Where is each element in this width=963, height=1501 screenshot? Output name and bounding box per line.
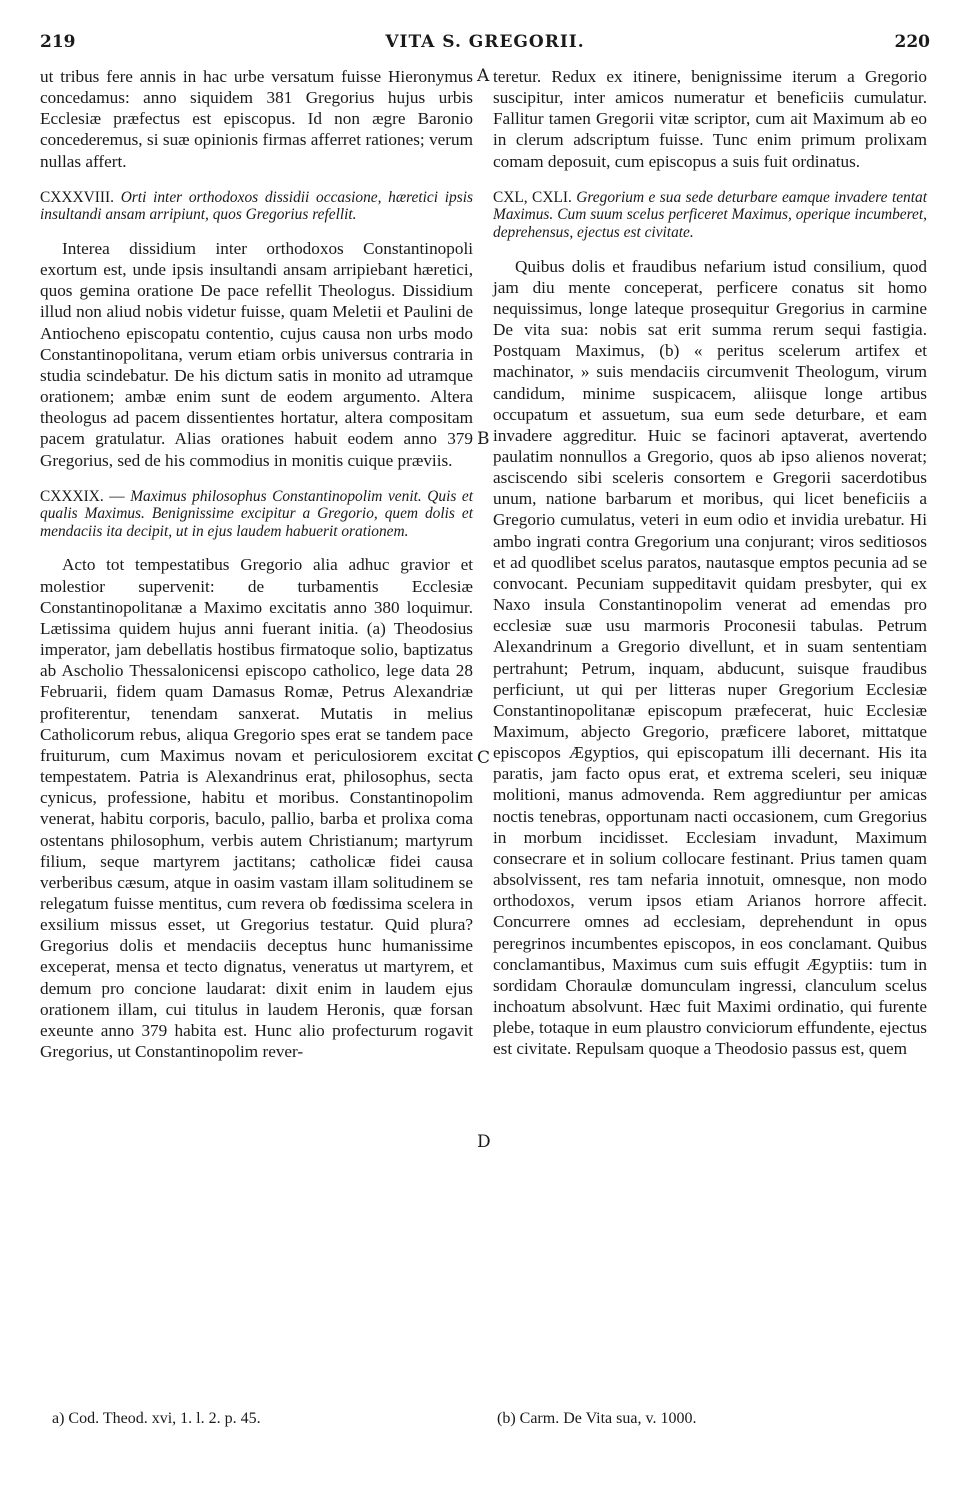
section-heading <box>493 189 927 242</box>
footnote-right: (b) Carm. De Vita sua, v. 1000. <box>497 1410 697 1427</box>
section-heading <box>40 189 473 224</box>
margin-marker-a: A <box>477 66 490 86</box>
running-header <box>40 32 930 60</box>
page-number-right: 220 <box>894 32 930 52</box>
section-heading <box>40 488 473 541</box>
page-number-left: 219 <box>40 32 76 52</box>
paragraph: Interea dissidium inter orthodoxos Constantinopoli exortum est, unde ipsis insultandi ansam arripiebant hæretici, quos gemina oratione De pace refellit Theologus. Dissidium illud non aliud nobis videtur fuisse, quam Meletii et Paulini de Antiocheno episcopatu contentio, cujus causa non urbs modo Constantinopolitana, verum etiam orbis universus contraria in studia scindebatur. De his dictum satis in monito ad utramque orationem; ambæ enim sunt de eodem argumento. Altera theologus ad pacem dissentientes hortatur, altera compositam pacem gratulatur. Alias orationes habuit eodem anno 379 Gregorius, sed de his commodius in monitis cuique præviis. <box>40 238 473 470</box>
section-summary: Orti inter orthodoxos dissidii occasione, hæretici ipsis insultandi ansam arripiunt, quos Gregorius refellit. <box>40 188 473 224</box>
paragraph: Acto tot tempestatibus Gregorio alia adhuc gravior et molestior supervenit: de turbamentis Ecclesiæ Constantinopolitanæ a Maximo excitatis anno 380 loquimur. Lætissima quidem hujus anni fuerant initia. (a) Theodosius imperator, jam debellatis hostibus firmatoque solio, baptizatus ab Ascholio Thessalonicensi episcopo catholico, lege data 28 Februarii, fidem quam Damasus Romæ, Petrus Alexandriæ profiterentur, tenendam sanxerat. Mutatis in melius Catholicorum rebus, aliqua Gregorio spes erat se tandem pace fruiturum, cum Maximus novam et periculosiorem excitat tempestatem. Patria is Alexandrinus erat, philosophus, secta cynicus, professione, habitu et moribus. Constantinopolim venerat, habitu corporis, baculo, pallio, barba et prolixa coma ostentans philosophum, verbis autem Christianum; martyrum filium, seque martyrem jactitans; catholicæ fidei causa verberibus cæsum, atque in oasim vastam illam solitudinem se relegatum fuisse mentitus, cum revera ob fœdissima scelera in exsilium missus esset, ut Gregorius testatur. Quid plura? Gregorius dolis et mendaciis deceptus hunc humanissime exceperat, mensa et tecto dignatus, veneratus ut martyrem, et demum pro concione laudarat: dixit enim in laudem ejus orationem illam, cui titulus in laudem Heronis, quæ forsan exeunte anno 379 habita est. Hunc alio profecturum rogavit Gregorius, ut Constantinopolim rever- <box>40 555 473 1062</box>
right-column <box>493 66 927 1060</box>
footnote-left: a) Cod. Theod. xvi, 1. l. 2. p. 45. <box>52 1410 261 1427</box>
section-summary: Maximus philosophus Constantinopolim venit. Quis et qualis Maximus. Benignissime excipitur a Gregorio, quem dolis et mendaciis ita decipit, ut in ejus laudem habuerit orationem. <box>40 487 473 540</box>
running-title: VITA S. GREGORII. <box>385 32 585 52</box>
left-column <box>40 66 473 1062</box>
margin-marker-b: B <box>477 429 490 449</box>
section-number: CXXXVIII. <box>40 188 114 206</box>
paragraph: teretur. Redux ex itinere, benignissime iterum a Gregorio suscipitur, inter amicos numeratur et beneficiis cumulatur. Fallitur tamen Gregorii vitæ scriptor, cum ait Maximum ab eo in clerum adscriptum fuisse. Tunc enim primum prolixam comam deposuit, cum episcopus a suis fuit ordinatus. <box>493 67 927 171</box>
margin-marker-c: C <box>477 748 491 768</box>
paragraph: Quibus dolis et fraudibus nefarium istud consilium, quod jam diu mente conceperat, perficere conatus sit homo nequissimus, longe lateque prosequitur Gregorius in carmine De vita sua: nobis sat erit summa rerum sequi fastigia. Postquam Maximus, (b) « peritus scelerum artifex et machinator, » suis mendaciis circumvenit Theologum, virum candidum, minime suspicacem, aliisque longe artibus occupatum et assuetum, sua eum sede deturbare, et eam invadere aggreditur. Huic se facinori aptaverat, avertendo paulatim nonnullos a Gregorio, quos ab ipso alienos noverat; asciscendo sibi sceleris consortem e Gregorii sacerdotibus unum, natione barbarum et moribus, qui licet beneficiis a Gregorio cumulatus, veteri in eum odio et invidia urebatur. Hi ambo ingrati contra Gregorium una conjurant; viros seditiosos et ad quodlibet scelus paratos, nautasque emptos pecunia ad se convocant. Pecuniam suppeditavit quidam presbyter, qui ex Naxo insula Constantinopolim venerat ad emendas pro ecclesiæ suæ usu marmoris Proconesii tabulas. Petrum Alexandrinum a Gregorio divellunt, et in suam sententiam pertrahunt; Petrum, inquam, abducunt, suisque fraudibus perficiunt, ut qui per litteras nuper Gregorium Ecclesiæ Constantinopolitanæ episcopum præfecerat, huic Ecclesiæ Maximum, abjecto Gregorio, præficere laboret, mittatque episcopos Ægyptios, qui episcopatum illi decernant. His ita paratis, jam facto opus erat, et extrema sceleri, seu iniquæ molitioni, manus admovenda. Rem aggrediuntur per amicas noctis tenebras, opportunam nacti occasionem, cum Gregorius in morbum incidisset. Ecclesiam invadunt, Maximum consecrare et in solium collocare festinant. Prius tamen quam absolvissent, res tam nefaria innotuit, omnesque, non modo orthodoxos, verum ipsos etiam Arianos horrore affecit. Concurrere omnes ad ecclesiam, deprehendunt in opus peregrinos incumbentes episcopos, in eos conclamant. Quibus conclamantibus, Maximus cum suis effugit Ægyptiis: tum in sordidam Choraulæ domunculam ingressi, clanculum scelus inchoatum absolvunt. Hæc fuit Maximi ordinatio, qui furente plebe, totaque in eum plaustro conviciorum effundente, ejectus est civitate. Repulsam quoque a Theodosio passus est, quem <box>493 256 927 1059</box>
section-summary: Gregorium e sua sede deturbare eamque invadere tentat Maximus. Cum suum scelus perficeret Maximus, operique incumberet, deprehensus, ejectus est civitate. <box>493 188 927 241</box>
section-number: CXL, CXLI. <box>493 188 572 206</box>
paragraph: ut tribus fere annis in hac urbe versatum fuisse Hieronymus concedamus: anno siquidem 381 Gregorius hujus urbis Ecclesiæ præfectus est episcopus. Id non ægre Baronio concederemus, si suæ opinionis firmas afferret rationes; verum nullas affert. <box>40 67 473 171</box>
margin-marker-d: D <box>477 1132 491 1152</box>
section-number: CXXXIX. — <box>40 487 125 505</box>
